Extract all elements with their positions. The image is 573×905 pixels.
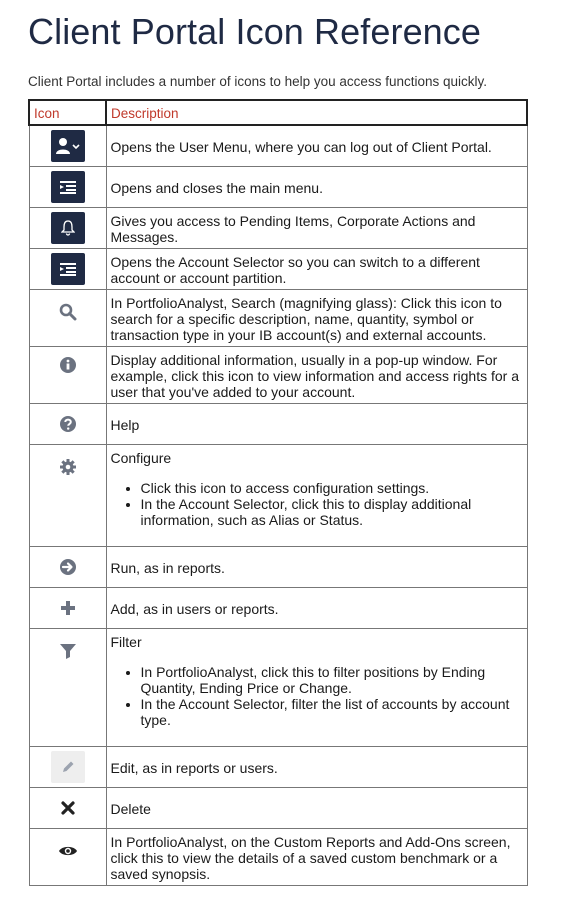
description-cell: Add, as in users or reports. — [106, 587, 527, 628]
description-cell: Edit, as in reports or users. — [106, 746, 527, 787]
column-header-description: Description — [106, 100, 527, 125]
run-icon[interactable] — [51, 555, 85, 579]
description-cell: Delete — [106, 787, 527, 828]
gear-icon[interactable] — [51, 455, 85, 479]
description-cell: Help — [106, 403, 527, 444]
table-row — [29, 403, 527, 444]
table-row — [29, 125, 527, 166]
filter-icon[interactable] — [51, 639, 85, 663]
description-cell: Gives you access to Pending Items, Corporate Actions and Messages. — [106, 207, 527, 248]
description-cell: Opens the User Menu, where you can log out of Client Portal. — [106, 125, 527, 166]
table-row — [29, 787, 527, 828]
description-cell — [106, 444, 527, 546]
table-row — [29, 207, 527, 248]
description-cell: Display additional information, usually in a pop-up window. For example, click this icon to view information and access rights for a user that you've added to your account. — [106, 346, 527, 403]
list-item: • In the Account Selector, click this to display additional information, such as Alias or Status. — [141, 496, 523, 528]
description-cell: In PortfolioAnalyst, Search (magnifying glass): Click this icon to search for a specific description, name, quantity, symbol or transaction type in your IB account(s) and external accounts. — [106, 289, 527, 346]
description-title: Configure — [110, 449, 172, 466]
table-header-row — [29, 100, 527, 125]
list-item: • In PortfolioAnalyst, click this to filter positions by Ending Quantity, Ending Price or Change. — [141, 664, 523, 696]
main-menu-icon[interactable] — [51, 171, 85, 203]
info-icon[interactable] — [51, 353, 85, 377]
plus-icon[interactable] — [51, 596, 85, 620]
list-item: • In the Account Selector, filter the list of accounts by account type. — [141, 696, 523, 728]
bell-icon[interactable] — [51, 212, 85, 244]
table-row — [29, 828, 527, 885]
list-item: • Click this icon to access configuration settings. — [141, 480, 523, 496]
description-cell: In PortfolioAnalyst, on the Custom Reports and Add-Ons screen, click this to view the details of a saved custom benchmark or a saved synopsis. — [106, 828, 527, 885]
delete-icon[interactable] — [51, 796, 85, 820]
description-title: Filter — [110, 633, 142, 650]
user-menu-icon[interactable] — [51, 130, 85, 162]
column-header-icon: Icon — [29, 100, 106, 125]
intro-text: Client Portal includes a number of icons to help you access functions quickly. — [28, 74, 487, 89]
icon-reference-table — [28, 99, 528, 886]
bullet-list — [111, 664, 523, 728]
table-row — [29, 248, 527, 289]
page-title: Client Portal Icon Reference — [28, 11, 482, 52]
table-row — [29, 289, 527, 346]
table-row — [29, 587, 527, 628]
table-row — [29, 628, 527, 746]
description-cell — [106, 628, 527, 746]
bullet-list — [111, 480, 523, 528]
search-icon[interactable] — [51, 300, 85, 324]
description-cell: Run, as in reports. — [106, 546, 527, 587]
table-row — [29, 746, 527, 787]
table-row — [29, 546, 527, 587]
table-row — [29, 166, 527, 207]
description-cell: Opens and closes the main menu. — [106, 166, 527, 207]
account-selector-icon[interactable] — [51, 253, 85, 285]
help-icon[interactable] — [51, 412, 85, 436]
table-row — [29, 346, 527, 403]
description-cell: Opens the Account Selector so you can switch to a different account or account partition. — [106, 248, 527, 289]
table-row — [29, 444, 527, 546]
pencil-icon[interactable] — [51, 751, 85, 783]
eye-icon[interactable] — [51, 839, 85, 863]
